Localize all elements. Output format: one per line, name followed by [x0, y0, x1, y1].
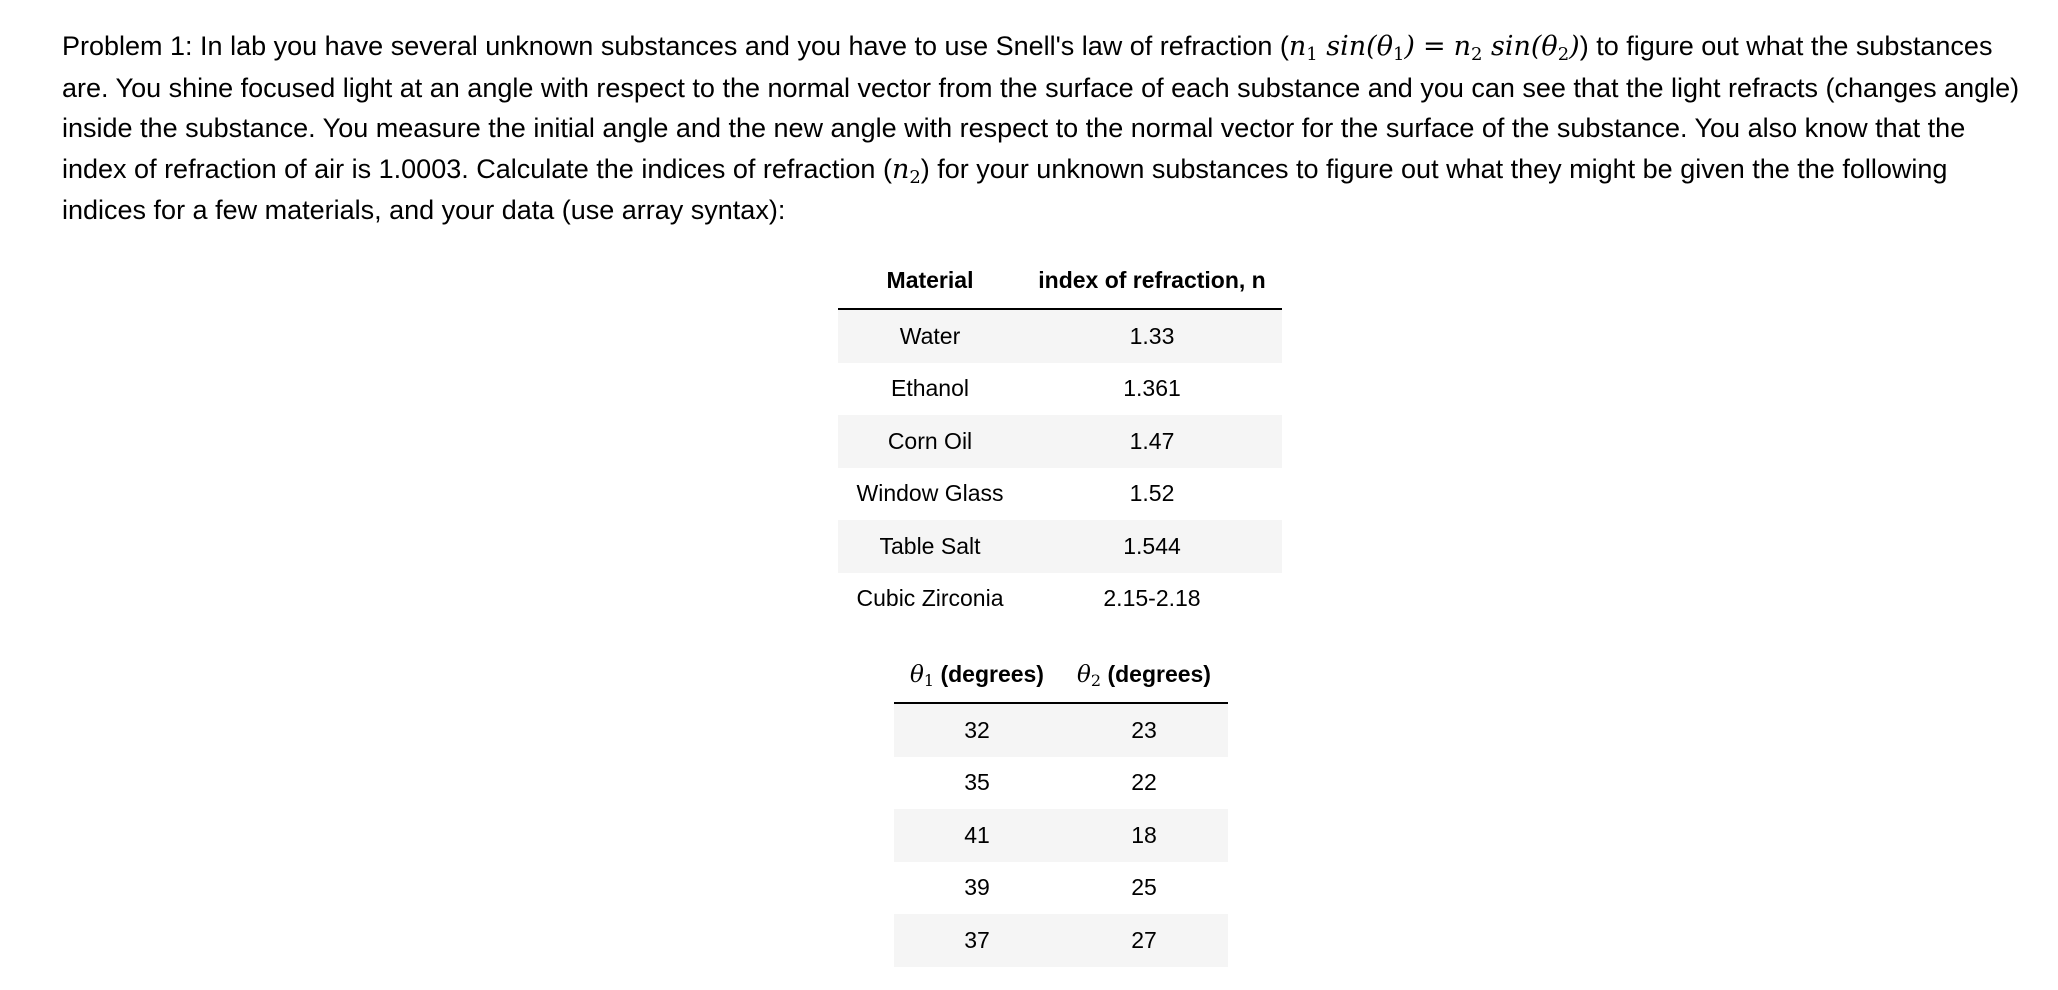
- refraction-index: 1.52: [1129, 480, 1175, 507]
- snells-law-formula: $n_1$ $\sin(\theta_1) = n_2$ $\sin(\theta_2)$: [1288, 31, 1580, 65]
- theta1-symbol: $\theta_1$: [910, 661, 935, 690]
- theta1-value: 41: [894, 809, 1060, 862]
- materials-table: [838, 252, 1282, 625]
- table-row: [838, 415, 1282, 468]
- n2-symbol: $n_2$: [891, 153, 921, 188]
- table-row: [838, 363, 1282, 416]
- table-row: [894, 703, 1228, 757]
- materials-header-row: [838, 252, 1282, 309]
- angles-header-row: [894, 646, 1228, 703]
- refraction-index: 1.47: [1022, 415, 1282, 468]
- material-name: Cubic Zirconia: [856, 585, 1004, 612]
- problem-statement: [62, 26, 2037, 231]
- problem-outro: ) for your unknown substances to figure out what they might be given the the following indices for a few materials, and your data (use array syntax):: [62, 153, 1948, 225]
- refraction-index: 1.544: [1022, 520, 1282, 573]
- theta1-value: 37: [894, 914, 1060, 967]
- theta1-value: 39: [964, 874, 990, 901]
- table-row: [894, 757, 1228, 810]
- material-name: Water: [838, 309, 1022, 363]
- material-name: Table Salt: [838, 520, 1022, 573]
- refraction-index: 2.15-2.18: [1103, 585, 1201, 612]
- table-row: [838, 309, 1282, 363]
- problem-intro: Problem 1: In lab you have several unknown substances and you have to use Snell's law of refraction (: [62, 31, 1289, 61]
- theta1-header-label: (degrees): [940, 660, 1044, 687]
- material-name: Window Glass: [856, 480, 1004, 507]
- theta2-value: 27: [1060, 914, 1228, 967]
- angles-table: [894, 646, 1228, 967]
- theta2-header-label: (degrees): [1107, 660, 1211, 687]
- table-row: [838, 468, 1282, 521]
- theta1-value: 35: [964, 769, 990, 796]
- material-column-header: Material: [838, 252, 1022, 309]
- theta2-column-header: [1060, 646, 1228, 703]
- problem-middle: ) to figure out what the substances are. You shine focused light at an angle with respect to the normal vector from the surface of each substance and you can see that the light refracts (changes angle) inside the substance. You measure the initial angle and the new angle with respect to the normal vector for the surface of the substance. You also know that the index of refraction of air is 1.0003. Calculate the indices of refraction (: [62, 31, 2020, 184]
- index-column-header: index of refraction, n: [1022, 252, 1282, 309]
- table-row: [894, 862, 1228, 915]
- table-row: [838, 573, 1282, 626]
- theta1-value: 32: [894, 703, 1060, 757]
- table-row: [838, 520, 1282, 573]
- material-name: Corn Oil: [838, 415, 1022, 468]
- theta2-symbol: $\theta_2$: [1077, 661, 1102, 690]
- theta2-value: 23: [1060, 703, 1228, 757]
- material-name: Ethanol: [890, 375, 969, 402]
- refraction-index: 1.361: [1123, 375, 1181, 402]
- theta2-value: 25: [1131, 874, 1157, 901]
- table-row: [894, 809, 1228, 862]
- theta2-value: 18: [1060, 809, 1228, 862]
- refraction-index: 1.33: [1022, 309, 1282, 363]
- theta1-column-header: [894, 646, 1060, 703]
- table-row: [894, 914, 1228, 967]
- theta2-value: 22: [1131, 769, 1157, 796]
